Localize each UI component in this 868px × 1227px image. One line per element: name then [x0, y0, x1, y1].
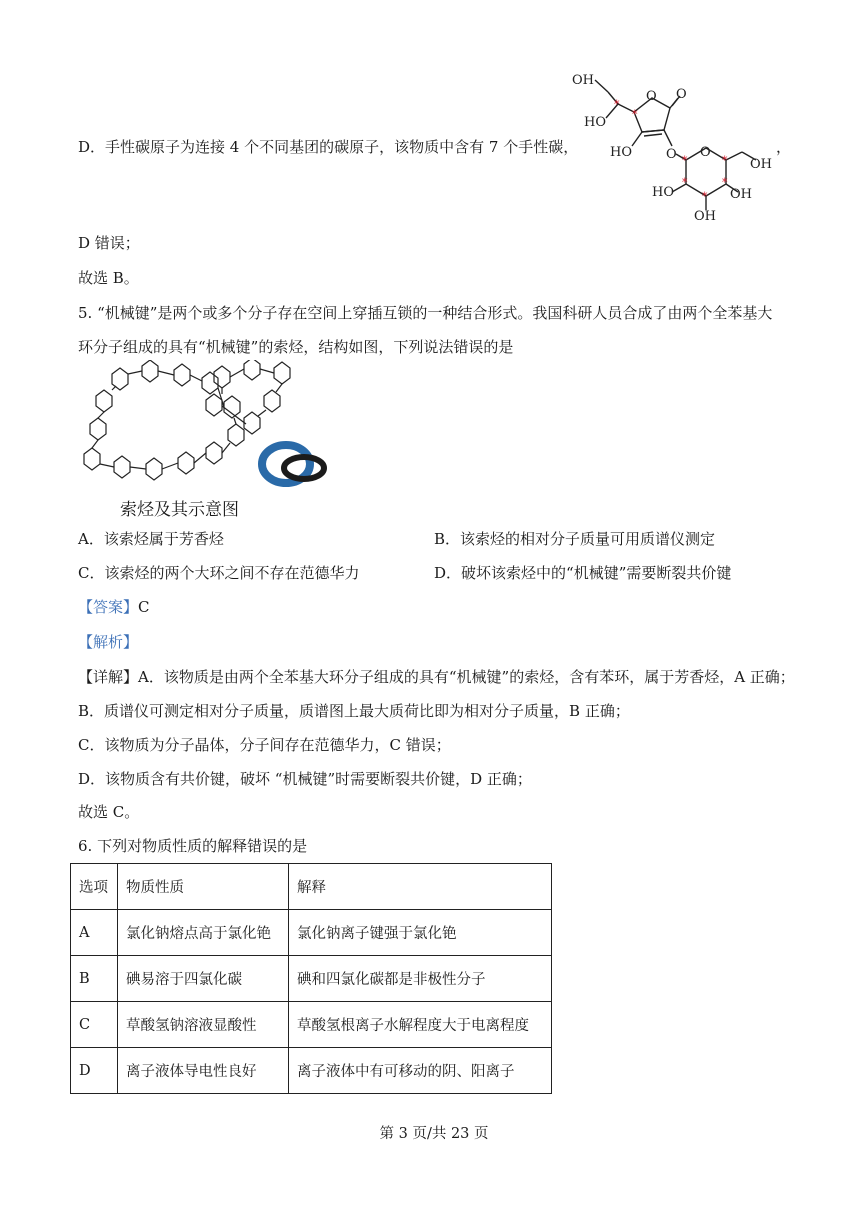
oh-label: HO [610, 145, 632, 160]
table-cell: D [71, 1048, 118, 1094]
table-cell: 离子液体中有可移动的阴、阳离子 [289, 1048, 552, 1094]
chiral-star: * [702, 190, 708, 203]
table-cell: 离子液体导电性良好 [118, 1048, 289, 1094]
table-row [71, 910, 552, 956]
chiral-star: * [614, 98, 620, 111]
oh-label: OH [572, 73, 594, 88]
oh-label: OH [694, 209, 716, 224]
carbonyl-o-label: O [676, 87, 687, 102]
oh-label: OH [730, 187, 752, 202]
table-cell: 草酸氢根离子水解程度大于电离程度 [289, 1002, 552, 1048]
table-cell: A [71, 910, 118, 956]
ho-label: HO [584, 115, 606, 130]
chiral-star: * [682, 154, 688, 167]
chiral-star: * [632, 108, 638, 121]
table-row [71, 956, 552, 1002]
detail-b: B．质谱仪可测定相对分子质量，质谱图上最大质荷比即为相对分子质量，B 正确； [78, 702, 630, 720]
detail-tag: 【详解】 [78, 668, 139, 686]
pyranose-o-label: O [700, 145, 711, 160]
q5-option-d: D．破坏该索烃中的“机械键”需要断裂共价键 [434, 564, 732, 582]
table-cell: 碘易溶于四氯化碳 [118, 956, 289, 1002]
q5-stem-line2: 环分子组成的具有“机械键”的索烃，结构如图，下列说法错误的是 [78, 338, 514, 356]
table-cell: B [71, 956, 118, 1002]
ether-o-label: O [666, 147, 677, 162]
table-header-cell: 解释 [289, 864, 552, 910]
q4-option-d: D．手性碳原子为连接 4 个不同基团的碳原子，该物质中含有 7 个手性碳， [78, 138, 579, 156]
chiral-star: * [722, 176, 728, 189]
chiral-star: * [682, 176, 688, 189]
analysis-tag: 【解析】 [78, 633, 139, 651]
detail-c: C．该物质为分子晶体，分子间存在范德华力，C 错误； [78, 736, 451, 754]
table-cell: 氯化钠熔点高于氯化铯 [118, 910, 289, 956]
q5-option-c: C．该索烃的两个大环之间不存在范德华力 [78, 564, 360, 582]
table-header-cell: 选项 [71, 864, 118, 910]
catenane-figure [74, 360, 344, 492]
ring-o-label: O [646, 89, 657, 104]
answer-row [78, 597, 150, 617]
q5-option-a: A．该索烃属于芳香烃 [78, 530, 224, 548]
trailing-comma: ， [776, 138, 792, 156]
page-footer: 第 3 页/共 23 页 [379, 1126, 489, 1142]
q6-stem: 6. 下列对物质性质的解释错误的是 [78, 837, 308, 855]
table-header-cell: 物质性质 [118, 864, 289, 910]
oh-label: OH [750, 157, 772, 172]
table-cell: 氯化钠离子键强于氯化铯 [289, 910, 552, 956]
q4-choose: 故选 B。 [78, 269, 139, 287]
table-row [71, 1002, 552, 1048]
table-header-row [71, 864, 552, 910]
q5-choose: 故选 C。 [78, 803, 140, 821]
q5-stem-line1: 5. “机械键”是两个或多个分子存在空间上穿插互锁的一种结合形式。我国科研人员合成了由两个全苯基大 [78, 304, 773, 322]
q4-d-wrong: D 错误； [78, 234, 140, 252]
q6-table [70, 863, 552, 1094]
table-cell: 草酸氢钠溶液显酸性 [118, 1002, 289, 1048]
table-row [71, 1048, 552, 1094]
detail-d: D．该物质含有共价键，破坏 “机械键”时需要断裂共价键，D 正确； [78, 770, 532, 788]
answer-value: C [138, 598, 150, 616]
figure-caption: 索烃及其示意图 [120, 500, 239, 520]
answer-tag: 【答案】 [78, 598, 139, 616]
table-cell: C [71, 1002, 118, 1048]
ho-label: HO [652, 185, 674, 200]
table-cell: 碘和四氯化碳都是非极性分子 [289, 956, 552, 1002]
detail-a: A．该物质是由两个全苯基大环分子组成的具有“机械键”的索烃，含有苯环，属于芳香烃，A 正确； [138, 668, 795, 686]
chiral-star: * [722, 154, 728, 167]
q5-option-b: B．该索烃的相对分子质量可用质谱仪测定 [434, 530, 716, 548]
chiral-carbon-structure [560, 62, 790, 224]
detail-a-row [78, 667, 795, 687]
